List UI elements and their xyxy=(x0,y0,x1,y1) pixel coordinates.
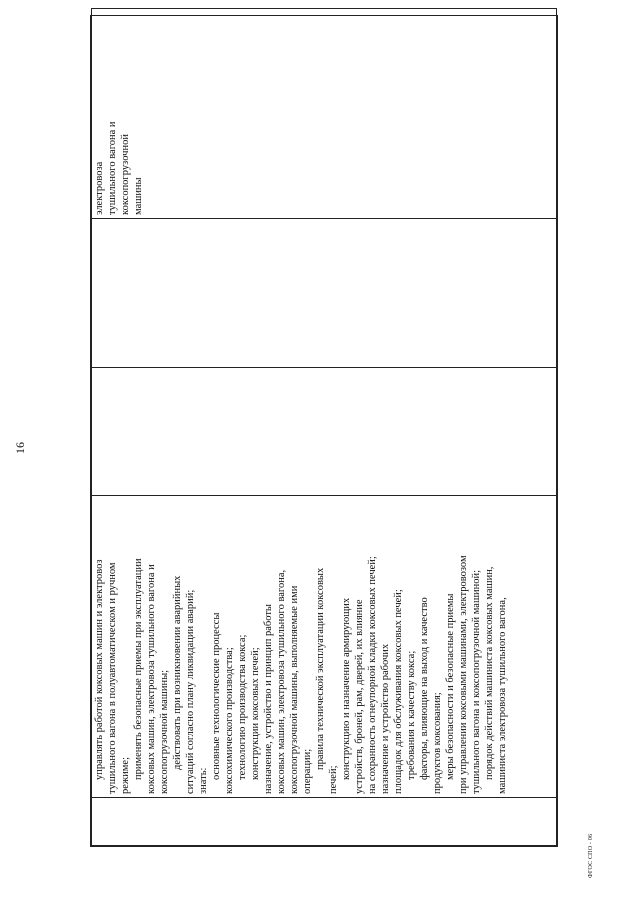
text-line: печей; xyxy=(328,765,339,794)
text-line: назначение, устройство и принцип работы xyxy=(263,604,274,794)
text-line: коксопогрузочной xyxy=(120,134,131,215)
table-cell-requirements xyxy=(92,496,557,798)
page-number: 16 xyxy=(13,442,27,454)
text-line: тушильного вагона в полуавтоматическом и ручном xyxy=(107,562,118,794)
text-line: операции; xyxy=(302,748,313,794)
text-line: управлять работой коксовых машин и электровоз xyxy=(94,559,105,780)
text-line: назначение и устройство рабочих xyxy=(380,643,391,794)
text-line: машины xyxy=(133,177,144,215)
text-line: на сохранность огнеупорной кладки коксовых печей; xyxy=(367,556,378,794)
table-cell-competency xyxy=(92,9,557,219)
text-line: применять безопасные приемы при эксплуатации xyxy=(133,558,144,780)
text-line: коксопогрузочной машины; xyxy=(159,669,170,794)
table-cell-index xyxy=(92,798,557,846)
text-line: тушильного вагона и коксопогрузочной машиной; xyxy=(471,569,482,794)
text-line: конструкцию и назначение армирующих xyxy=(341,597,352,780)
text-line: при управлении коксовыми машинами, электровозом xyxy=(458,555,469,794)
text-line: площадок для обслуживания коксовых печей; xyxy=(393,589,404,794)
text-line: правила технической эксплуатации коксовых xyxy=(315,567,326,770)
text-line: действовать при возникновении аварийных xyxy=(172,575,183,770)
text-line: конструкции коксовых печей; xyxy=(250,647,261,780)
text-line: коксовых машин, электровоза тушильного вагона и xyxy=(146,564,157,794)
text-line: электровоза xyxy=(94,161,105,215)
requirements-table xyxy=(90,15,558,847)
table-cell-empty xyxy=(92,368,557,496)
text-line: коксохимического производства; xyxy=(224,647,235,794)
document-footer: ФГОС СПО - 06 xyxy=(588,833,594,878)
text-line: технологию производства кокса; xyxy=(237,634,248,780)
text-line: машиниста электровоза тушильного вагона, xyxy=(497,597,508,794)
text-line: требования к качеству кокса; xyxy=(406,650,417,780)
text-line: основные технологические процессы xyxy=(211,612,222,780)
text-line: режиме; xyxy=(120,756,131,794)
text-line: меры безопасности и безопасные приемы xyxy=(445,593,456,780)
text-line: ситуаций согласно плану ликвидации аварий; xyxy=(185,589,196,794)
text-line: устройств, броней, рам, дверей, их влияние xyxy=(354,599,365,794)
text-line: факторы, влияющие на выход и качество xyxy=(419,597,430,780)
text-line: знать: xyxy=(198,767,209,794)
text-line: коксопогрузочной машины, выполняемые ими xyxy=(289,585,300,794)
text-line: коксовых машин, электровоза тушильного вагона, xyxy=(276,569,287,794)
table-cell-empty xyxy=(92,219,557,368)
text-line: продуктов коксования; xyxy=(432,692,443,794)
text-line: тушильного вагона и xyxy=(107,121,118,215)
text-line: порядок действий машиниста коксовых машин, xyxy=(484,566,495,780)
